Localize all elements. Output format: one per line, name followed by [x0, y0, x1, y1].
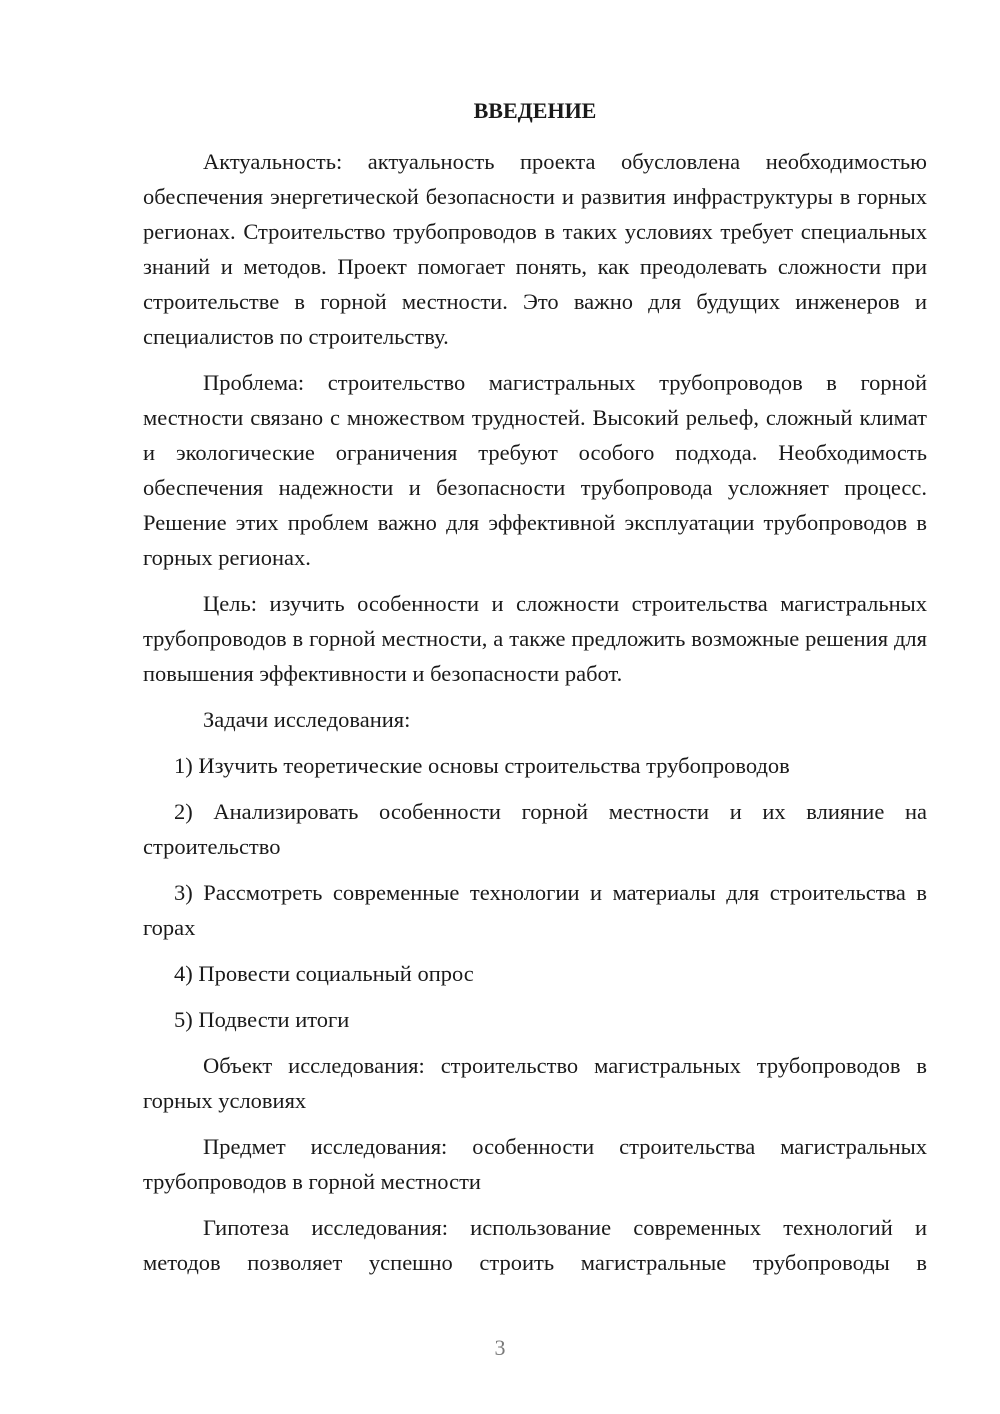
task-item-2: 2) Анализировать особенности горной местности и их влияние на строительство	[143, 799, 927, 859]
task-item-1: 1) Изучить теоретические основы строительства трубопроводов	[174, 753, 790, 778]
paragraph-hypothesis: Гипотеза исследования: использование современных технологий и методов позволяет успешно строить магистральные трубопроводы в	[143, 1215, 927, 1275]
page-number: 3	[494, 1335, 506, 1360]
document-title: ВВЕДЕНИЕ	[473, 98, 597, 123]
paragraph-relevance: Актуальность: актуальность проекта обусловлена необходимостью обеспечения энергетической безопасности и развития инфраструктуры в горных регионах. Строительство трубопроводов в таких условиях требует специальных знаний и методов. Проект помогает понять, как преодолевать сложности при строительстве в горной местности. Это важно для будущих инженеров и специалистов по строительству.	[143, 149, 927, 349]
paragraph-goal: Цель: изучить особенности и сложности строительства магистральных трубопроводов в горной местности, а также предложить возможные решения для повышения эффективности и безопасности работ.	[143, 591, 927, 686]
task-item-4: 4) Провести социальный опрос	[174, 961, 474, 986]
task-item-3: 3) Рассмотреть современные технологии и материалы для строительства в горах	[143, 880, 927, 940]
paragraph-problem: Проблема: строительство магистральных трубопроводов в горной местности связано с множеством трудностей. Высокий рельеф, сложный климат и экологические ограничения требуют особого подхода. Необходимость обеспечения надежности и безопасности трубопровода усложняет процесс. Решение этих проблем важно для эффективной эксплуатации трубопроводов в горных регионах.	[143, 370, 927, 570]
tasks-heading: Задачи исследования:	[203, 707, 411, 732]
paragraph-object: Объект исследования: строительство магистральных трубопроводов в горных условиях	[143, 1053, 927, 1113]
task-item-5: 5) Подвести итоги	[174, 1007, 350, 1032]
paragraph-subject: Предмет исследования: особенности строительства магистральных трубопроводов в горной местности	[143, 1134, 927, 1194]
document-page	[143, 95, 927, 1280]
